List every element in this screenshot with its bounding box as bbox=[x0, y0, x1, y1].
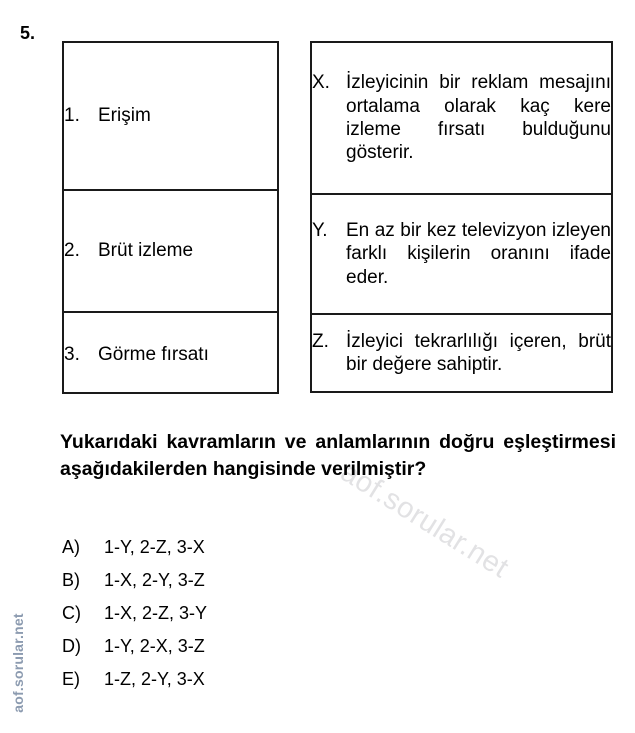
table-row bbox=[64, 190, 277, 312]
option-value: 1-Y, 2-Z, 3-X bbox=[104, 537, 205, 557]
concept-label: Brüt izleme bbox=[98, 240, 194, 262]
option-d[interactable] bbox=[62, 637, 392, 670]
table-row bbox=[64, 43, 277, 190]
concept-number: 1. bbox=[64, 105, 80, 127]
watermark-vertical: aof.sorular.net bbox=[10, 613, 26, 713]
table-row bbox=[64, 312, 277, 396]
table-row bbox=[312, 194, 611, 314]
definition-key: Y. bbox=[312, 219, 328, 241]
concept-label: Görme fırsatı bbox=[98, 343, 209, 365]
definition-text: En az bir kez televizyon izleyen farklı kişilerin oranını ifade eder. bbox=[346, 219, 611, 288]
option-tag: A) bbox=[62, 537, 80, 557]
option-tag: C) bbox=[62, 603, 81, 623]
answer-options bbox=[62, 538, 392, 703]
definitions-table bbox=[310, 41, 613, 393]
concept-number: 3. bbox=[64, 343, 80, 365]
table-row bbox=[312, 43, 611, 194]
concept-number: 2. bbox=[64, 240, 80, 262]
definition-text: İzleyici tekrarlılığı içeren, brüt bir değere sahiptir. bbox=[346, 330, 611, 375]
option-value: 1-Y, 2-X, 3-Z bbox=[104, 636, 205, 656]
option-c[interactable] bbox=[62, 604, 392, 637]
definition-key: Z. bbox=[312, 330, 329, 352]
option-tag: B) bbox=[62, 570, 80, 590]
question-number: 5. bbox=[20, 23, 36, 43]
definition-text: İzleyicinin bir reklam mesajını ortalama olarak kaç kere izleme fırsatı bulduğunu gösterir. bbox=[346, 72, 611, 164]
option-value: 1-X, 2-Y, 3-Z bbox=[104, 570, 205, 590]
option-b[interactable] bbox=[62, 571, 392, 604]
option-value: 1-X, 2-Z, 3-Y bbox=[104, 603, 208, 623]
option-tag: E) bbox=[62, 669, 80, 689]
option-a[interactable] bbox=[62, 538, 392, 571]
concept-label: Erişim bbox=[98, 105, 151, 127]
question-stem: Yukarıdaki kavramların ve anlamlarının doğru eşleştirmesi aşağıdakilerden hangisinde verilmiştir? bbox=[60, 431, 616, 480]
concepts-table bbox=[62, 41, 279, 394]
option-value: 1-Z, 2-Y, 3-X bbox=[104, 669, 205, 689]
watermark-diagonal: aof.sorular.net bbox=[335, 456, 515, 585]
table-row bbox=[312, 314, 611, 391]
option-e[interactable] bbox=[62, 670, 392, 703]
definition-key: X. bbox=[312, 72, 330, 94]
option-tag: D) bbox=[62, 636, 81, 656]
